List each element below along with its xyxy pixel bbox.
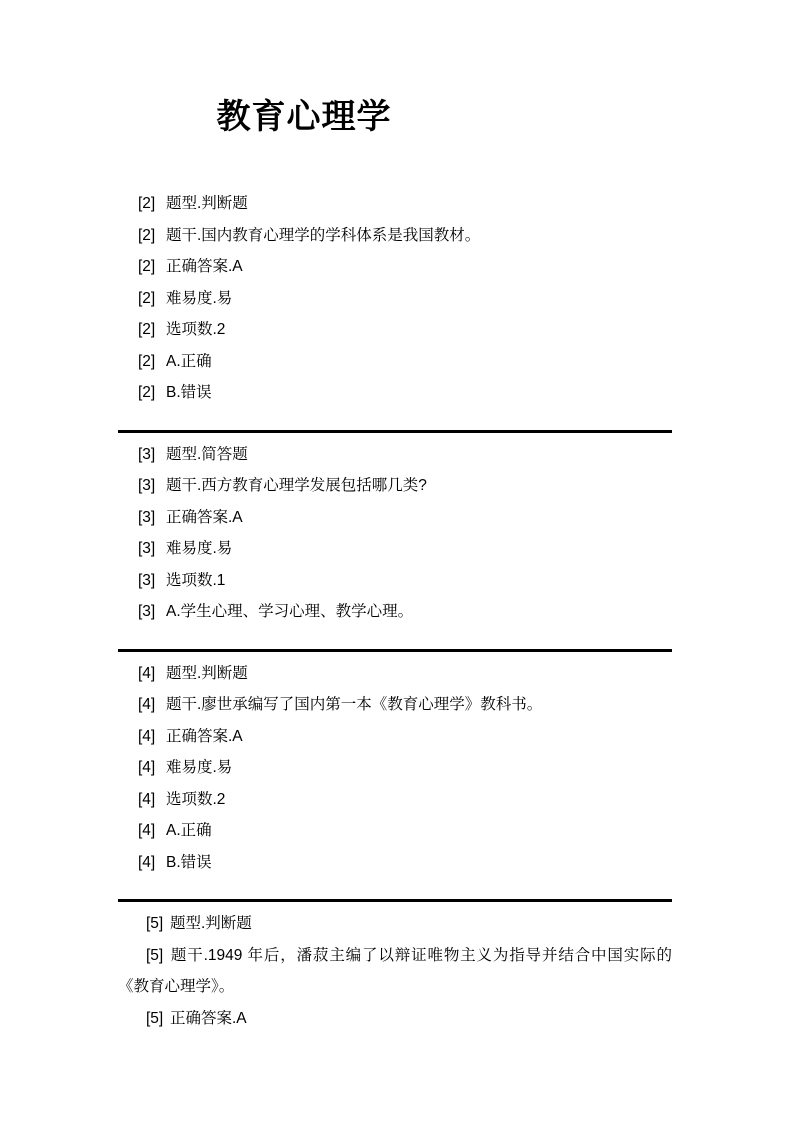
question-line-text: 正确答案.A [166,727,243,745]
question-line [118,220,672,252]
question-index-tag: [4] [138,822,156,839]
question-index-tag: [4] [138,790,156,808]
question-line-text: 题型.判断题 [166,664,248,682]
question-line-text: 正确答案.A [170,1009,247,1027]
question-line-text: 难易度.易 [166,540,233,557]
question-index-tag: [4] [138,696,156,713]
question-index-tag: [2] [138,321,156,338]
question-block [118,188,672,409]
question-line-text: 题型.简答题 [166,445,248,463]
question-line [118,470,672,502]
question-index-tag: [2] [138,384,156,401]
question-line [118,565,672,597]
question-index-tag: [5] [146,915,164,932]
question-line-text: B.错误 [166,853,212,871]
question-line [118,439,672,471]
question-line-text: 选项数.2 [166,790,226,808]
question-line [118,502,672,534]
question-index-tag: [3] [138,571,156,589]
question-index-tag: [2] [138,226,156,244]
question-line-text: 题干.国内教育心理学的学科体系是我国教材。 [166,226,481,244]
question-line [118,752,672,784]
question-line-text: A.正确 [166,352,212,370]
question-line [118,721,672,753]
question-block [118,439,672,628]
question-line-text: 题干.1949 年后，潘菽主编了以辩证唯物主义为指导并结合中国实际的《教育心理学》。 [118,946,672,995]
question-line [118,940,672,1003]
question-block [118,658,672,879]
question-line [118,346,672,378]
question-line [118,188,672,220]
question-index-tag: [2] [138,352,156,370]
question-index-tag: [4] [138,664,156,682]
question-line-text: 正确答案.A [166,508,243,526]
question-index-tag: [4] [138,759,156,776]
question-line-text: B.错误 [166,384,212,401]
block-spacer [118,409,672,430]
question-line [118,658,672,690]
question-line [118,847,672,879]
question-line-text: 选项数.2 [166,321,226,338]
question-index-tag: [4] [138,727,156,745]
question-line-text: 题干.西方教育心理学发展包括哪几类? [166,477,427,494]
question-line-text: A.学生心理、学习心理、教学心理。 [166,603,414,620]
question-line [118,784,672,816]
question-line-text: 正确答案.A [166,258,243,275]
question-line [118,314,672,346]
question-line-text: 选项数.1 [166,571,226,589]
question-index-tag: [2] [138,289,156,307]
question-list [118,188,672,1034]
question-line [118,1003,672,1035]
question-block [118,908,672,1034]
question-line-text: 题型.判断题 [166,195,248,212]
question-line [118,596,672,628]
question-index-tag: [3] [138,540,156,557]
question-index-tag: [2] [138,195,156,212]
question-line [118,377,672,409]
question-line [118,689,672,721]
question-line-text: 难易度.易 [166,289,233,307]
question-line [118,251,672,283]
question-index-tag: [4] [138,853,156,871]
question-line-text: 题型.判断题 [170,915,252,932]
question-line-text: 题干.廖世承编写了国内第一本《教育心理学》教科书。 [166,696,543,713]
block-spacer [118,628,672,649]
question-index-tag: [5] [146,946,164,964]
question-line [118,815,672,847]
page-title: 教育心理学 [216,99,392,136]
question-index-tag: [3] [138,603,156,620]
question-line-text: A.正确 [166,822,212,839]
block-spacer [118,878,672,899]
question-index-tag: [5] [146,1009,164,1027]
question-line [118,283,672,315]
question-index-tag: [3] [138,508,156,526]
question-line [118,908,672,940]
question-line [118,533,672,565]
question-line-text: 难易度.易 [166,759,233,776]
question-index-tag: [3] [138,445,156,463]
question-index-tag: [2] [138,258,156,275]
question-index-tag: [3] [138,477,156,494]
